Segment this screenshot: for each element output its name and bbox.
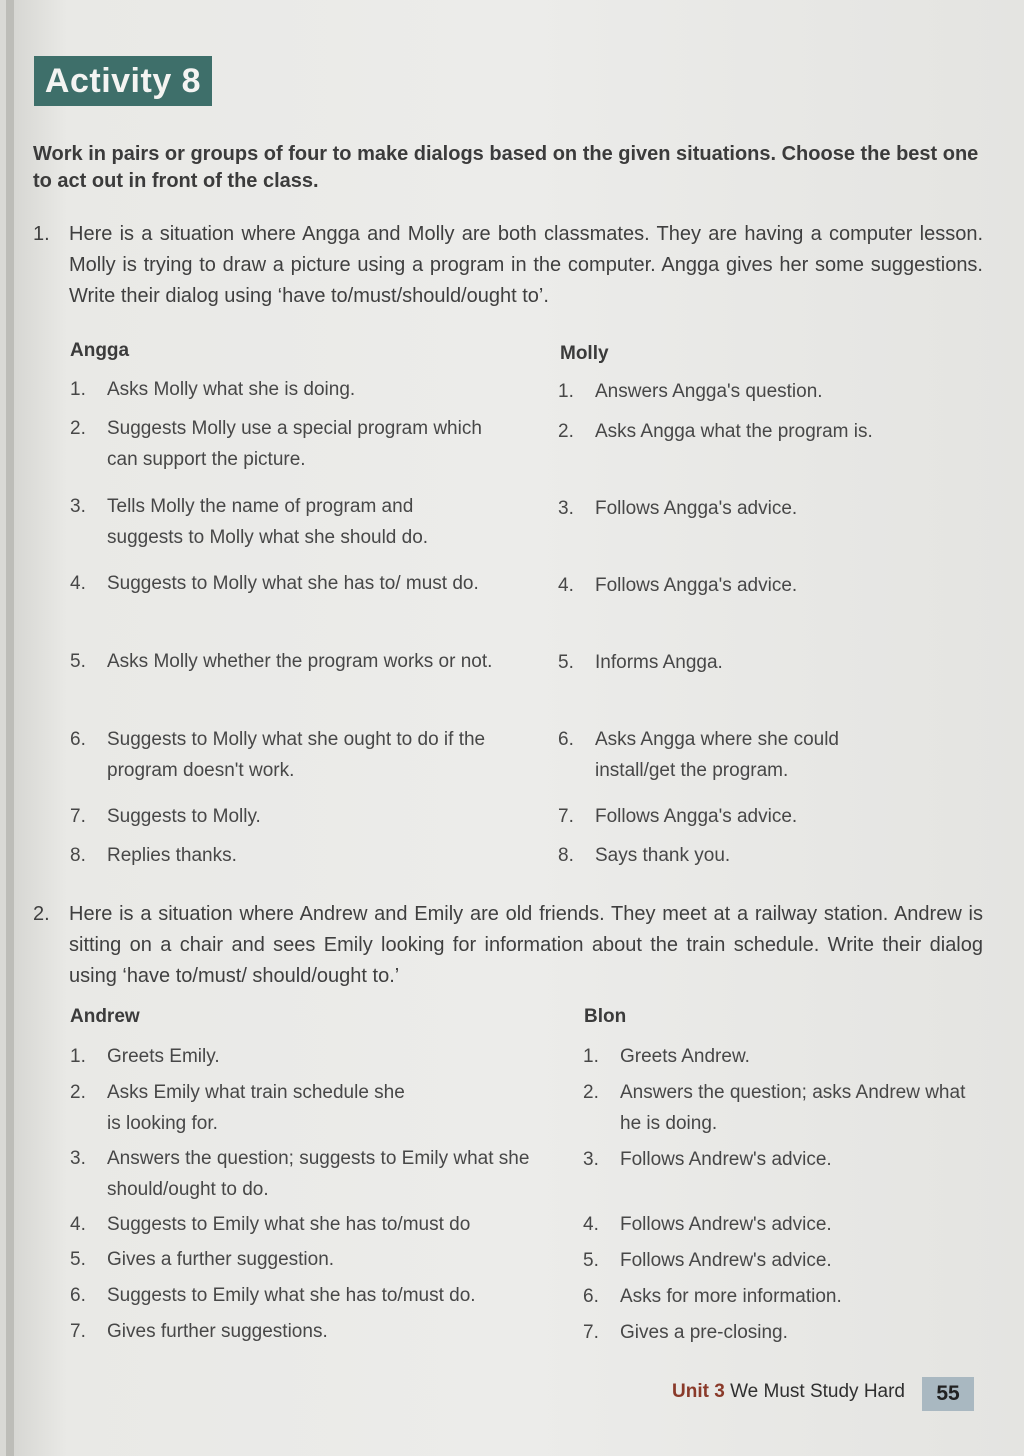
andrew-item-2: 2. Asks Emily what train schedule she is looking for. [70,1082,405,1134]
page-binding-edge [6,0,14,1456]
column-heading-angga: Angga [70,340,130,361]
blon-item-1: 1. Greets Andrew. [583,1046,750,1067]
molly-item-7: 7. Follows Angga's advice. [558,806,798,827]
column-heading-andrew: Andrew [70,1006,140,1027]
activity-title: Activity 8 [34,56,212,106]
andrew-item-6: 6. Suggests to Emily what she has to/must do. [70,1285,476,1306]
andrew-item-5: 5. Gives a further suggestion. [70,1249,335,1270]
situation-1 [33,219,983,312]
situation-text: Here is a situation where Andrew and Emily are old friends. They meet at a railway station. Andrew is sitting on a chair and sees Emily looking for information about the train schedule. Write their dialog using ‘have to/must/ should/ought to.’ [69,903,983,987]
angga-item-4: 4. Suggests to Molly what she has to/ must do. [70,573,479,594]
angga-item-6: 6. Suggests to Molly what she ought to do if the program doesn't work. [70,729,486,781]
blon-item-5: 5. Follows Andrew's advice. [583,1250,832,1271]
angga-item-7: 7. Suggests to Molly. [70,806,261,827]
column-heading-blon: Blon [584,1006,627,1027]
andrew-item-3: 3. Answers the question; suggests to Emily what she should/ought to do. [70,1148,530,1200]
blon-item-7: 7. Gives a pre-closing. [583,1322,788,1343]
situation-text: Here is a situation where Angga and Molly are both classmates. They are having a computer lesson. Molly is trying to draw a picture using a program in the computer. Angga gives her some suggestions. Write their dialog using ‘have to/must/should/ought to’. [69,223,983,307]
blon-item-6: 6. Asks for more information. [583,1286,842,1307]
footer-unit-label: Unit 3 [672,1381,725,1402]
instructions: Work in pairs or groups of four to make dialogs based on the given situations. Choose the best one to act out in front of the class. [33,143,979,192]
angga-item-5: 5. Asks Molly whether the program works or not. [70,651,493,672]
molly-item-8: 8. Says thank you. [558,845,731,866]
situation-2 [33,899,983,992]
situation-number: 2. [33,903,50,925]
footer-unit-name: We Must Study Hard [730,1381,905,1402]
molly-item-4: 4. Follows Angga's advice. [558,575,798,596]
angga-item-2: 2. Suggests Molly use a special program which can support the picture. [70,418,482,470]
molly-item-6: 6. Asks Angga where she could install/get the program. [558,729,839,781]
andrew-item-7: 7. Gives further suggestions. [70,1321,328,1342]
angga-item-3: 3. Tells Molly the name of program and suggests to Molly what she should do. [70,496,429,548]
blon-item-4: 4. Follows Andrew's advice. [583,1214,832,1235]
footer-unit-title [672,1381,905,1403]
situation-number: 1. [33,223,50,245]
andrew-item-1: 1. Greets Emily. [70,1046,220,1067]
angga-item-8: 8. Replies thanks. [70,845,237,866]
page-number: 55 [922,1377,974,1411]
andrew-item-4: 4. Suggests to Emily what she has to/must do [70,1214,471,1235]
molly-item-2: 2. Asks Angga what the program is. [558,421,873,442]
molly-item-5: 5. Informs Angga. [558,652,723,673]
molly-item-3: 3. Follows Angga's advice. [558,498,798,519]
molly-item-1: 1. Answers Angga's question. [558,381,823,402]
book-page [6,0,1024,1456]
blon-item-2: 2. Answers the question; asks Andrew what he is doing. [583,1082,966,1134]
column-heading-molly: Molly [560,343,609,364]
angga-item-1: 1. Asks Molly what she is doing. [70,379,356,400]
blon-item-3: 3. Follows Andrew's advice. [583,1149,832,1170]
